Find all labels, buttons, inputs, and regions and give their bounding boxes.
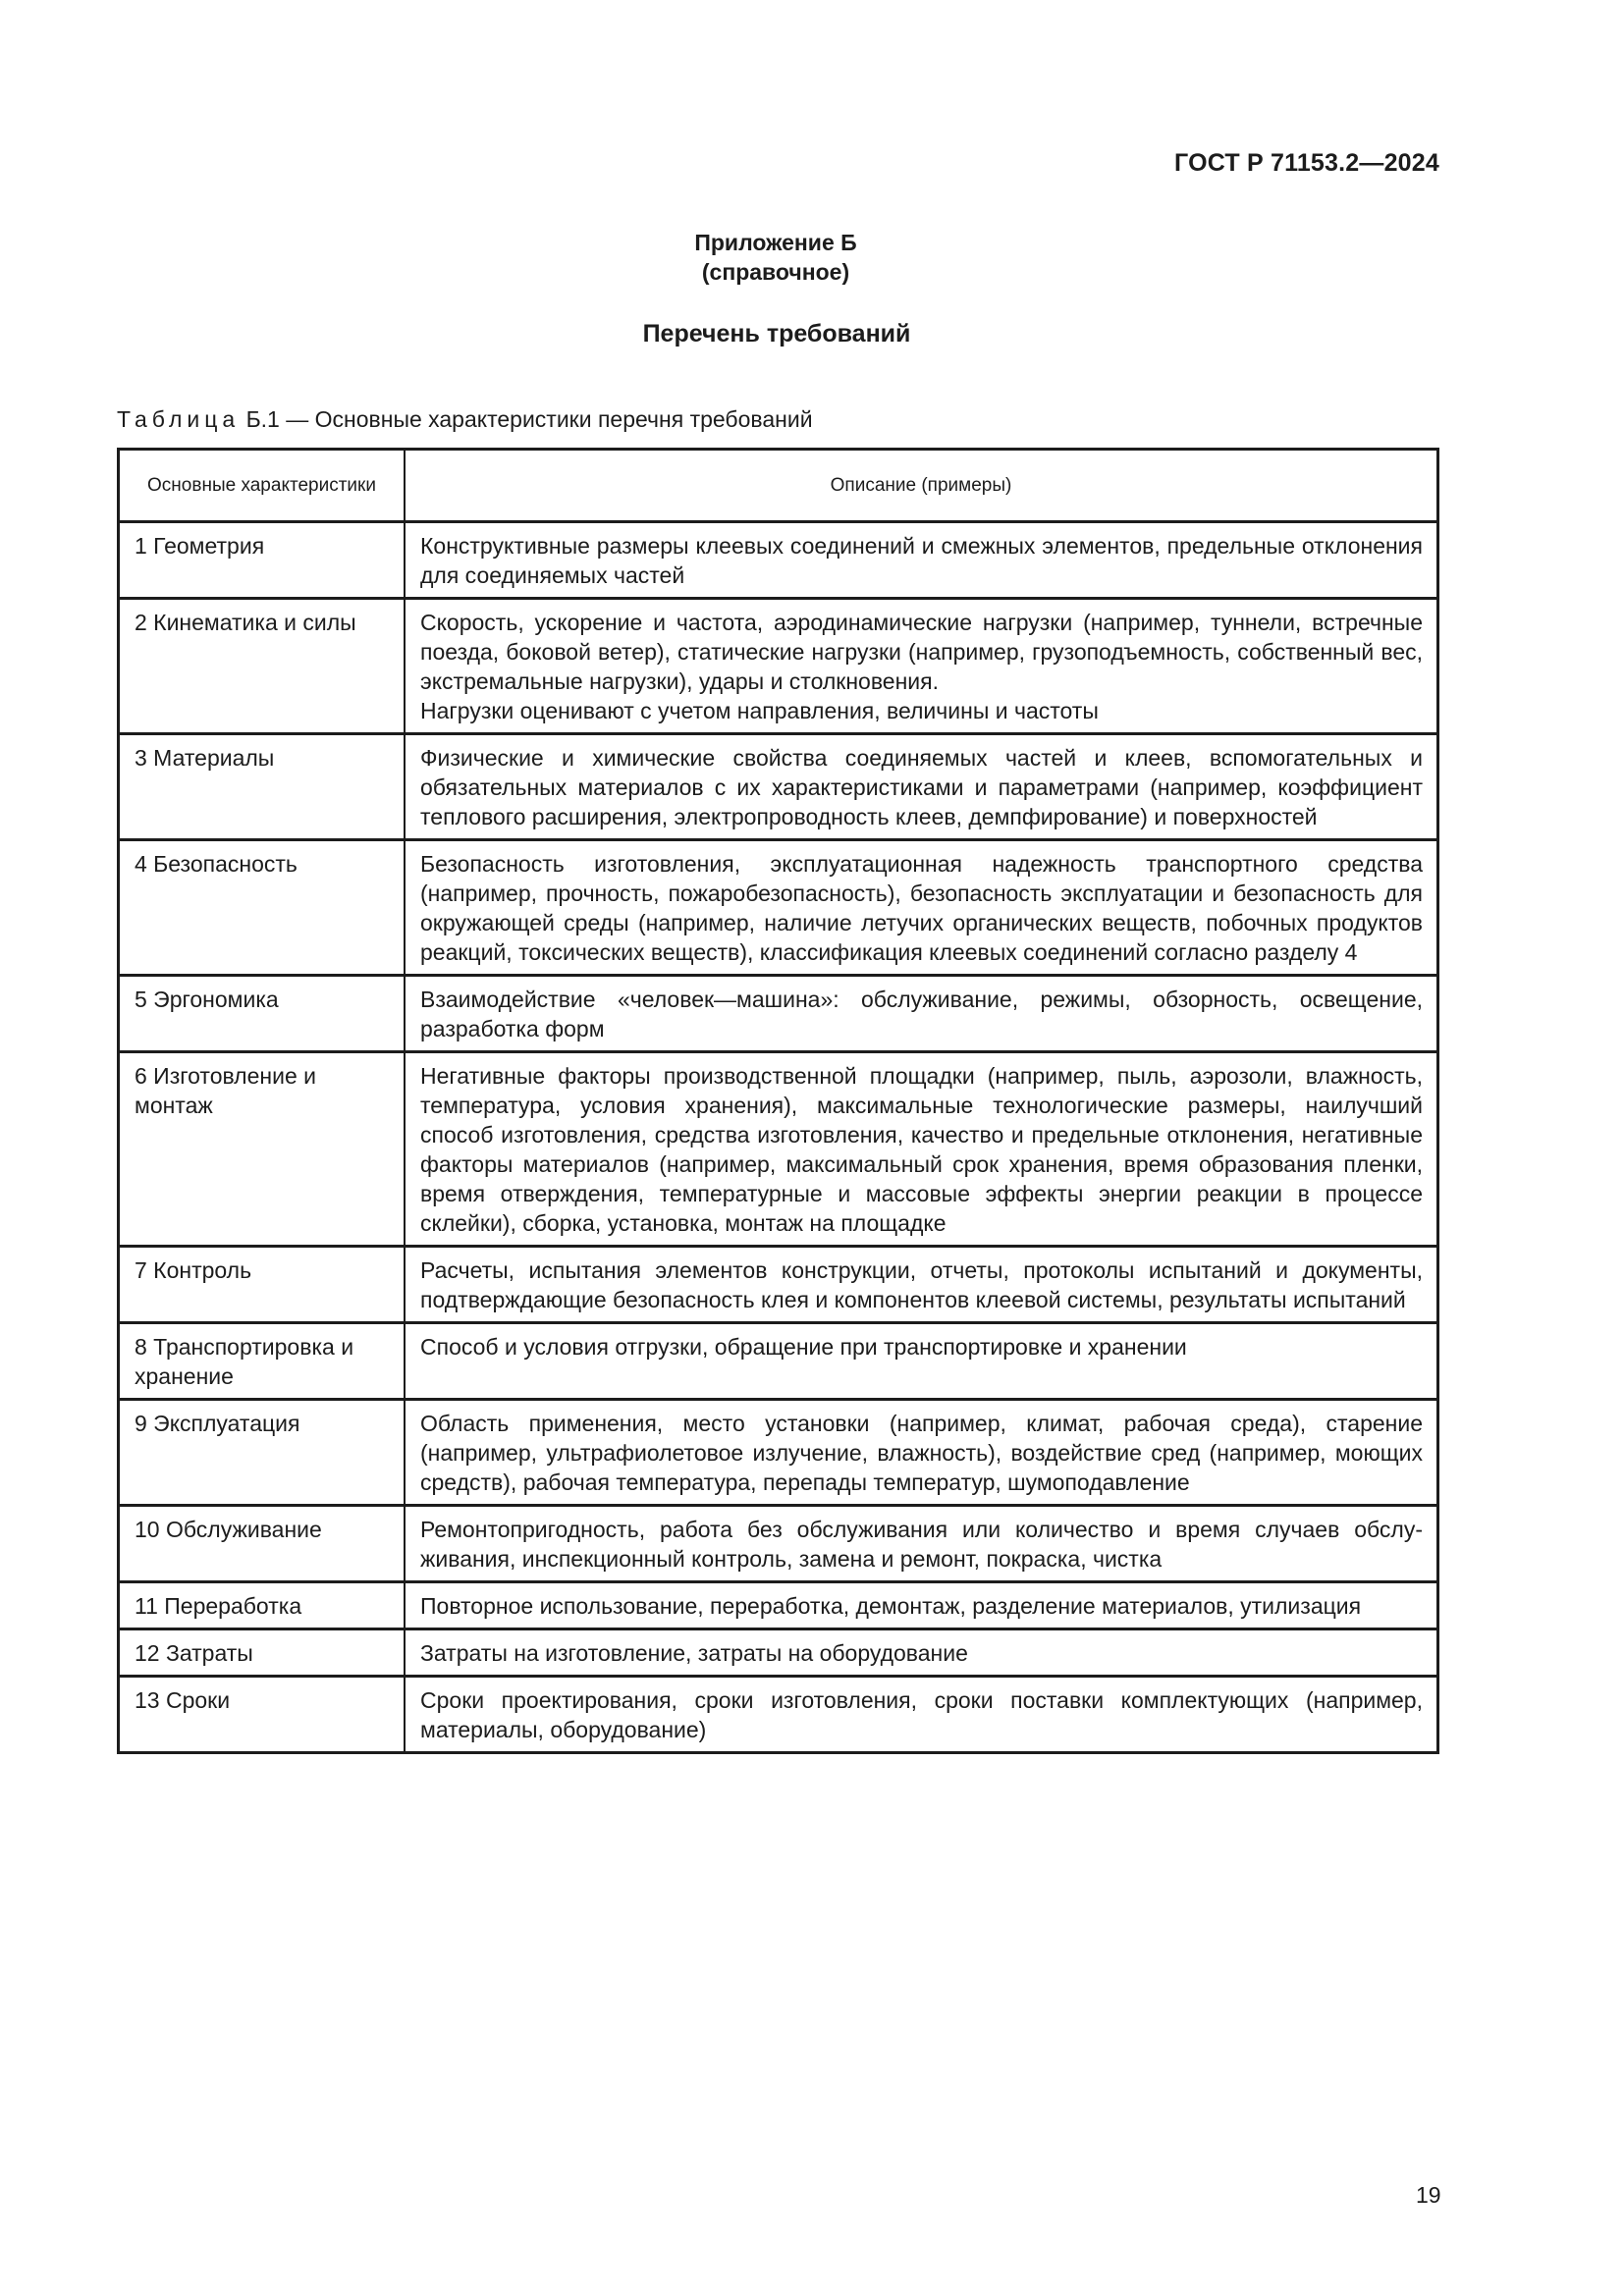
appendix-title: Приложение Б	[694, 230, 857, 255]
table-row	[119, 1677, 1438, 1753]
table-row	[119, 1247, 1438, 1323]
table-row	[119, 522, 1438, 599]
row-description: Взаимодействие «человек—машина»: обслуживание, режимы, обзорность, освещение, разработка форм	[405, 976, 1438, 1052]
header-characteristics: Основные характеристики	[119, 450, 406, 522]
section-title: Перечень требований	[642, 320, 911, 347]
requirements-table	[117, 448, 1439, 1754]
table-header-row	[119, 450, 1438, 522]
row-description: Физические и химические свойства соединяемых частей и клеев, вспомогательных и обязательных материалов с их характеристиками и параметрами (например, коэффициент теплового расширения, электропроводность клеев, демпфирование) и поверхностей	[405, 734, 1438, 840]
table-row	[119, 1400, 1438, 1506]
row-description	[405, 599, 1438, 734]
table-caption	[117, 406, 813, 433]
table-row	[119, 840, 1438, 976]
table-row	[119, 599, 1438, 734]
table-row	[119, 734, 1438, 840]
table-row	[119, 976, 1438, 1052]
row-characteristic: 3 Материалы	[119, 734, 406, 840]
appendix-heading	[0, 228, 1551, 287]
document-code: ГОСТ Р 71153.2—2024	[1174, 149, 1439, 177]
row-description: Затраты на изготовление, затраты на оборудование	[405, 1629, 1438, 1677]
row-characteristic: 9 Эксплуатация	[119, 1400, 406, 1506]
row-characteristic: 11 Переработка	[119, 1582, 406, 1629]
row-characteristic: 13 Сроки	[119, 1677, 406, 1753]
table-caption-text: Б.1 — Основные характеристики перечня требований	[245, 406, 813, 432]
row-characteristic: 5 Эргономика	[119, 976, 406, 1052]
row-description: Конструктивные размеры клеевых соединений и смежных элементов, предельные отклонения для соединяемых частей	[405, 522, 1438, 599]
row-description: Повторное использование, переработка, демонтаж, разделение материалов, утилизация	[405, 1582, 1438, 1629]
row-description: Сроки проектирования, сроки изготовления, сроки поставки комплектующих (например, материалы, оборудование)	[405, 1677, 1438, 1753]
row-description-line: Нагрузки оценивают с учетом направления, величины и частоты	[420, 698, 1099, 723]
page-number: 19	[1416, 2182, 1441, 2208]
row-description: Ремонтопригодность, работа без обслуживания или количество и время случаев обслуживания, инспекционный контроль, замена и ремонт, покраска, чистка	[405, 1506, 1438, 1582]
appendix-kind: (справочное)	[701, 259, 850, 285]
table-row	[119, 1582, 1438, 1629]
row-description: Безопасность изготовления, эксплуатационная надежность транспортного средства (например, прочность, пожаробезопасность), безопасность эксплуатации и безопасность для окружающей среды (например, наличие летучих органических веществ, побочных продуктов реакций, токсических веществ), классификация клеевых соединений согласно разделу 4	[405, 840, 1438, 976]
row-description: Расчеты, испытания элементов конструкции, отчеты, протоколы испытаний и документы, подтверждающие безопасность клея и компонентов клеевой системы, результаты испытаний	[405, 1247, 1438, 1323]
table-row	[119, 1506, 1438, 1582]
row-description: Негативные факторы производственной площадки (например, пыль, аэрозоли, влажность, температура, условия хранения), максимальные технологические размеры, наилучший способ изготовления, средства изготовления, качество и предельные отклонения, негативные факторы материалов (например, максимальный срок хранения, время образования пленки, время отверждения, температурные и массовые эффекты энергии реакции в процессе склейки), сборка, установка, монтаж на площадке	[405, 1052, 1438, 1247]
row-characteristic: 7 Контроль	[119, 1247, 406, 1323]
row-characteristic: 2 Кинематика и силы	[119, 599, 406, 734]
header-description: Описание (примеры)	[405, 450, 1438, 522]
row-characteristic: 1 Геометрия	[119, 522, 406, 599]
row-characteristic: 12 Затраты	[119, 1629, 406, 1677]
row-characteristic: 4 Безопасность	[119, 840, 406, 976]
row-characteristic: 8 Транспортировка и хранение	[119, 1323, 406, 1400]
row-characteristic: 10 Обслуживание	[119, 1506, 406, 1582]
table-row	[119, 1052, 1438, 1247]
row-description-line: Скорость, ускорение и частота, аэродинамические нагрузки (например, туннели, встречные поезда, боковой ветер), статические нагрузки (например, грузоподъемность, собственный вес, экстремальные нагрузки), удары и столкновения.	[420, 610, 1423, 694]
row-description: Область применения, место установки (например, климат, рабочая среда), старение (например, ультрафиолетовое излучение, влажность), воздействие сред (например, моющих средств), рабочая температура, перепады температур, шумоподавление	[405, 1400, 1438, 1506]
row-characteristic: 6 Изготовление и монтаж	[119, 1052, 406, 1247]
table-row	[119, 1629, 1438, 1677]
table-caption-label: Таблица	[117, 406, 241, 432]
row-description: Способ и условия отгрузки, обращение при транспортировке и хранении	[405, 1323, 1438, 1400]
table-row	[119, 1323, 1438, 1400]
